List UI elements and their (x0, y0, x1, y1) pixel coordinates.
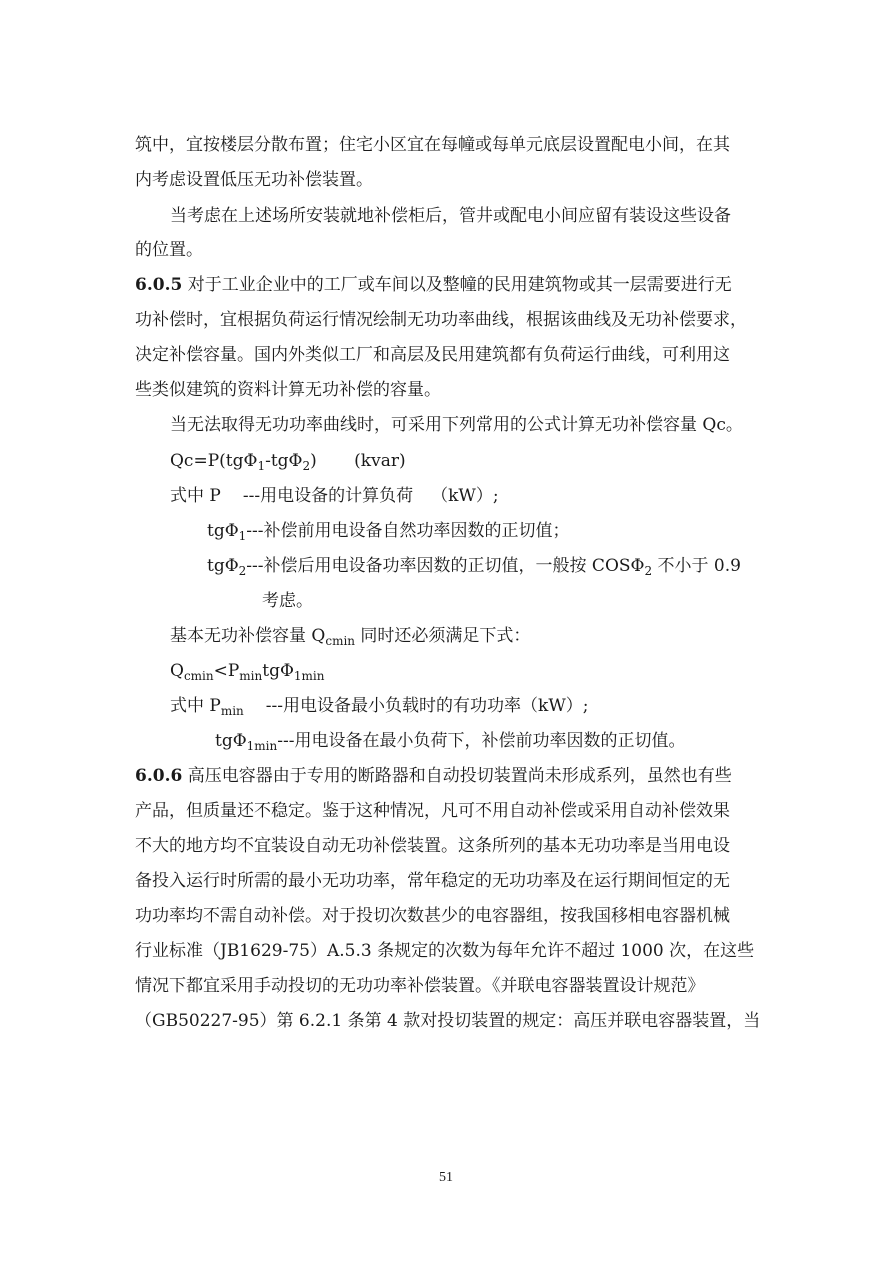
clause-line (135, 764, 732, 788)
text-line: 些类似建筑的资料计算无功补偿的容量。 (135, 380, 441, 400)
formula-qcmin: $Q_{cmin}<P_{min}tg\Phi_{1min}$ (170, 661, 325, 683)
formula-qc: Qc=P(tgΦ$_1$-tgΦ$_2$) (kvar) (170, 451, 406, 473)
text-line: 不大的地方均不宜装设自动无功补偿装置。这条所列的基本无功功率是当用电设 (135, 836, 730, 856)
text-line: 功功率均不需自动补偿。对于投切次数甚少的电容器组，按我国移相电容器机械 (135, 906, 730, 926)
text-line: 考虑。 (262, 591, 313, 611)
clause-number: 6.0.5 (135, 275, 183, 295)
definition-tg1min: tgΦ$_{1min}$---用电设备在最小负荷下，补偿前功率因数的正切值。 (215, 731, 686, 753)
clause-line (135, 273, 732, 297)
text-line: 当无法取得无功功率曲线时，可采用下列常用的公式计算无功补偿容量 Qc。 (170, 415, 743, 435)
text-line: 当考虑在上述场所安装就地补偿柜后，管井或配电小间应留有装设这些设备 (170, 206, 731, 226)
text-line: 高压电容器由于专用的断路器和自动投切装置尚未形成系列，虽然也有些 (187, 766, 732, 786)
text-line: 备投入运行时所需的最小无功功率，常年稳定的无功功率及在运行期间恒定的无 (135, 871, 730, 891)
basic-capacity-line: 基本无功补偿容量 $Q_{cmin}$ 同时还必须满足下式： (170, 626, 531, 648)
definition-tg1: tgΦ$_1$---补偿前用电设备自然功率因数的正切值； (207, 521, 570, 543)
where-p: 式中 P ---用电设备的计算负荷 （kW）; (170, 486, 499, 506)
text-line: 决定补偿容量。国内外类似工厂和高层及民用建筑都有负荷运行曲线，可利用这 (135, 345, 730, 365)
text-line: 功补偿时，宜根据负荷运行情况绘制无功功率曲线，根据该曲线及无功补偿要求， (135, 310, 747, 330)
text-line: 对于工业企业中的工厂或车间以及整幢的民用建筑物或其一层需要进行无 (187, 275, 732, 295)
clause-number: 6.0.6 (135, 766, 183, 786)
where-pmin: 式中 $P_{min}$ ---用电设备最小负载时的有功功率（kW）; (170, 696, 589, 718)
definition-tg2: tgΦ$_2$---补偿后用电设备功率因数的正切值，一般按 $COS\Phi_2$ 不小于 0.9 (207, 556, 741, 578)
text-line: 筑中，宜按楼层分散布置；住宅小区宜在每幢或每单元底层设置配电小间，在其 (135, 135, 730, 155)
text-line: 产品，但质量还不稳定。鉴于这种情况，凡可不用自动补偿或采用自动补偿效果 (135, 801, 730, 821)
text-line: 内考虑设置低压无功补偿装置。 (135, 170, 373, 190)
text-line: 行业标准（JB1629-75）A.5.3 条规定的次数为每年允许不超过 1000 次，在这些 (135, 941, 755, 961)
text-line: 的位置。 (135, 240, 203, 260)
text-line: 情况下都宜采用手动投切的无功功率补偿装置。《并联电容器装置设计规范》 (135, 976, 705, 996)
formula-unit: (kvar) (354, 451, 406, 471)
text-line: （GB50227-95）第 6.2.1 条第 4 款对投切装置的规定：高压并联电容器装置，当 (135, 1011, 761, 1031)
page-number: 51 (439, 1170, 453, 1185)
